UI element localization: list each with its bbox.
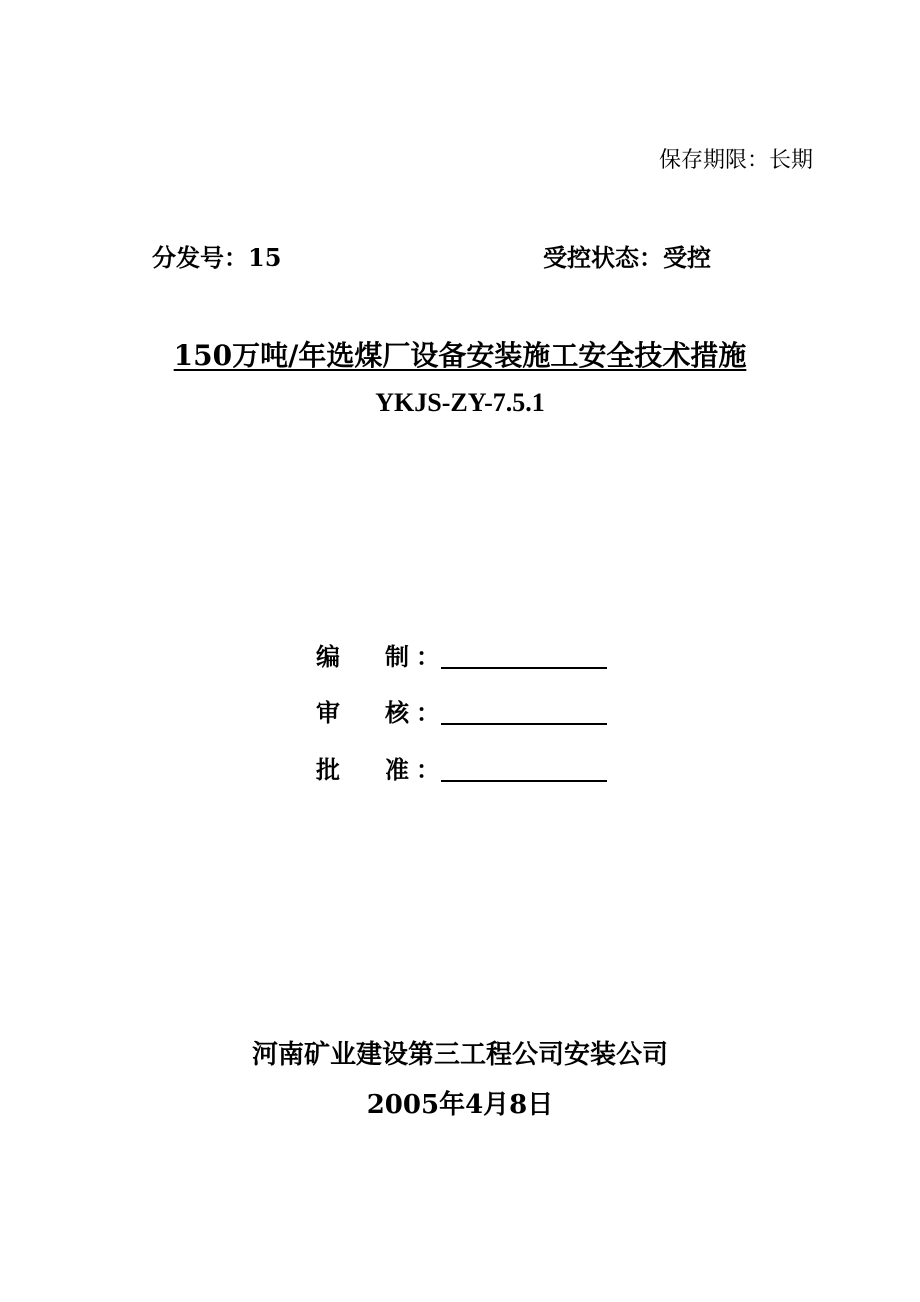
document-title-text: 150万吨/年选煤厂设备安装施工安全技术措施 <box>173 339 747 372</box>
signature-line <box>441 723 607 725</box>
signature-colon: ： <box>416 698 440 727</box>
signature-line <box>441 780 607 782</box>
signature-label-char: 制 <box>385 642 409 671</box>
company-name: 河南矿业建设第三工程公司安装公司 <box>251 1040 668 1070</box>
signature-line <box>441 667 607 669</box>
signature-label-char: 核 <box>385 698 409 727</box>
signature-label-char: 批 <box>316 755 340 784</box>
signature-colon: ： <box>416 755 440 784</box>
document-code: YKJS-ZY-7.5.1 <box>375 388 545 417</box>
control-status: 受控状态：受控 <box>543 243 711 272</box>
distribution-number: 分发号：15 <box>152 243 282 272</box>
signature-label-char: 审 <box>316 698 340 727</box>
signature-label-char: 编 <box>316 642 340 671</box>
document-title <box>0 338 920 374</box>
document-date: 2005年4月8日 <box>366 1090 554 1120</box>
signature-label-char: 准 <box>385 755 409 784</box>
signature-colon: ： <box>416 642 440 671</box>
retention-period: 保存期限：长期 <box>658 148 813 173</box>
